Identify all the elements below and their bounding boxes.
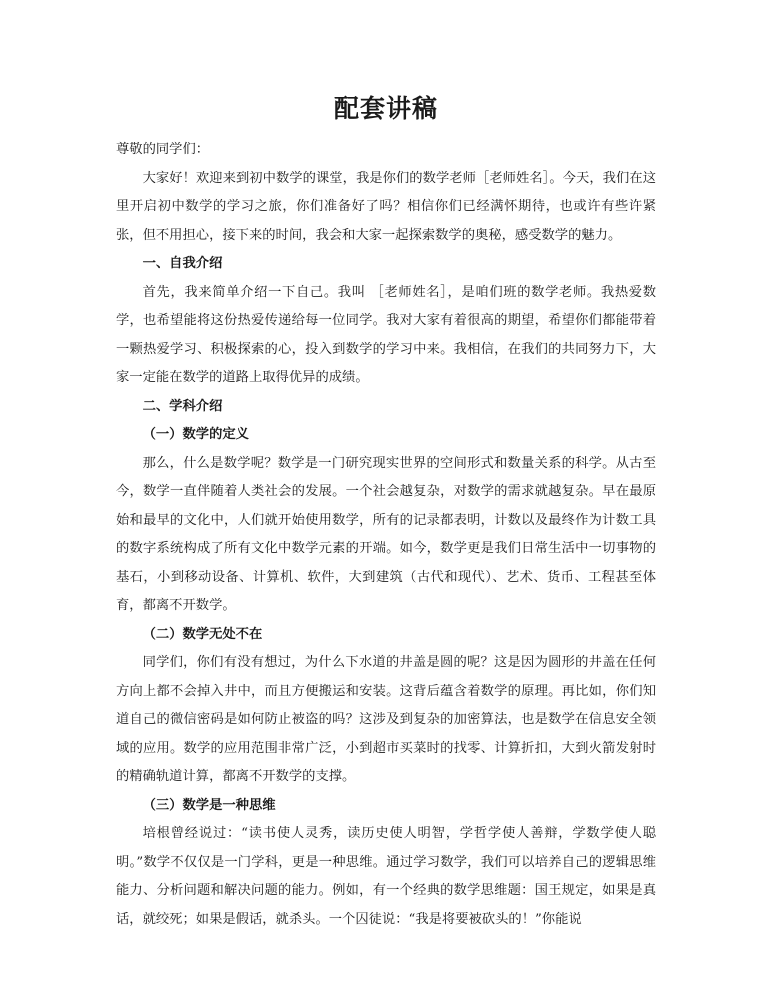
greeting: 尊敬的同学们：	[116, 142, 210, 157]
subsection-heading-everywhere: （二）数学无处不在	[142, 626, 263, 642]
section-heading-subject-intro: 二、学科介绍	[142, 398, 223, 414]
subsection-heading-definition: （一）数学的定义	[142, 427, 249, 442]
thinking-paragraph: 培根曾经说过：“读书使人灵秀，读历史使人明智，学哲学使人善辩，学数学使人聪明。”数学不仅仅是一门学科，更是一种思维。通过学习数学，我们可以培养自己的逻辑思维能力、分析问题和解决问题的能力。例如，有一个经典的数学思维题：国王规定，如果是真话，就绞死；如果是假话，就杀头。一个囚徒说：“我是将要被砍头的！”你能说	[116, 826, 656, 927]
page-title: 配套讲稿	[333, 94, 438, 123]
subsection-heading-thinking: （三）数学是一种思维	[142, 797, 276, 813]
definition-paragraph: 那么，什么是数学呢？数学是一门研究现实世界的空间形式和数量关系的科学。从古至今，数学一直伴随着人类社会的发展。一个社会越复杂，对数学的需求就越复杂。早在最原始和最早的文化中，人们就开始使用数学，所有的记录都表明，计数以及最终作为计数工具的数字系统构成了所有文化中数学元素的开端。如今，数学更是我们日常生活中一切事物的基石，小到移动设备、计算机、软件，大到建筑（古代和现代）、艺术、货币、工程甚至体育，都离不开数学。	[116, 455, 656, 613]
intro-paragraph: 大家好！欢迎来到初中数学的课堂，我是你们的数学老师［老师姓名］。今天，我们在这里开启初中数学的学习之旅，你们准备好了吗？相信你们已经满怀期待，也或许有些许紧张，但不用担心，接下来的时间，我会和大家一起探索数学的奥秘，感受数学的魅力。	[116, 170, 656, 243]
document-body	[116, 92, 656, 934]
everywhere-paragraph: 同学们，你们有没有想过，为什么下水道的井盖是圆的呢？这是因为圆形的井盖在任何方向上都不会掉入井中，而且方便搬运和安装。这背后蕴含着数学的原理。再比如，你们知道自己的微信密码是如何防止被盗的吗？这涉及到复杂的加密算法，也是数学在信息安全领域的应用。数学的应用范围非常广泛，小到超市买菜时的找零、计算折扣，大到火箭发射时的精确轨道计算，都离不开数学的支撑。	[116, 655, 656, 784]
section-heading-self-intro: 一、自我介绍	[142, 256, 223, 271]
self-intro-paragraph: 首先，我来简单介绍一下自己。我叫 ［老师姓名］，是咱们班的数学老师。我热爱数学，也希望能将这份热爱传递给每一位同学。我对大家有着很高的期望，希望你们都能带着一颗热爱学习、积极探索的心，投入到数学的学习中来。我相信，在我们的共同努力下，大家一定能在数学的道路上取得优异的成绩。	[116, 284, 656, 385]
